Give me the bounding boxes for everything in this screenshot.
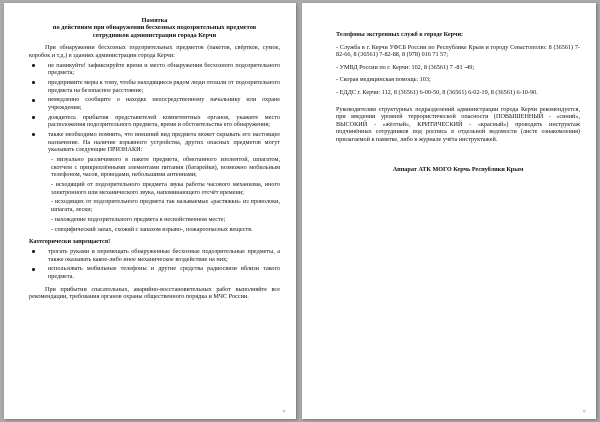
memo-subtitle-line-2: сотрудников администрации города Керчи bbox=[92, 31, 217, 39]
list-item-text: предпримите меры к тому, чтобы находящиеся рядом люди отошли от подозрительного предмета на безопасное расстояние; bbox=[48, 78, 280, 94]
list-item-text: трогать руками и перемещать обнаруженные бесхозные подозрительные предметы, а также оказывать какое-либо иное механическое воздействие на них; bbox=[48, 247, 280, 263]
list-item-text: также необходимо помнить, что внешний вид предмета может скрывать его настоящее назначение. На наличие взрывного устройства, других опасных предметов могут указывать следующие ПРИЗНАКИ: bbox=[48, 131, 280, 154]
list-item bbox=[29, 62, 280, 77]
document-page-right bbox=[302, 3, 596, 419]
list-item bbox=[29, 248, 280, 263]
list-item-text: использовать мобильные телефоны и другие средства радиосвязи вблизи такого предмета. bbox=[48, 265, 280, 280]
list-item-text: не паникуйте! зафиксируйте время и место обнаружения бесхозного подозрительного предмета; bbox=[48, 61, 280, 77]
bullet-icon bbox=[32, 268, 35, 271]
bullet-icon bbox=[32, 64, 35, 67]
sign-item: - специфический запах, схожий с запахом взрыво-, пожароопасных веществ. bbox=[51, 225, 253, 233]
page-corner-icon: » bbox=[582, 408, 586, 415]
sign-item: - визуально различимого в пакете предмета, обмотанного изолентой, шпагатом, скотчем с прикреплёнными элементами питания (батарейки), возможно мобильным телефоном, часов, проводами, небольшими антеннами; bbox=[51, 156, 280, 179]
list-item-text: немедленно сообщите о находке непосредственному начальнику или охране учреждения; bbox=[48, 96, 280, 111]
bullet-icon bbox=[32, 99, 35, 102]
forbidden-list bbox=[29, 248, 280, 281]
bullet-icon bbox=[32, 250, 35, 253]
list-item bbox=[29, 131, 280, 154]
page-corner-icon: » bbox=[282, 408, 286, 415]
sign-item: - нахождение подозрительного предмета в несвойственном месте; bbox=[51, 215, 226, 223]
phone-entry: - УМВД России по г. Керчи: 102, 8 (36561) 7 -81 -49; bbox=[336, 63, 475, 71]
bullet-icon bbox=[32, 81, 35, 84]
memo-subtitle-line-1: по действиям при обнаружении бесхозных подозрительных предметов bbox=[52, 24, 257, 32]
list-item bbox=[29, 114, 280, 129]
list-item-text: дождитесь прибытия представителей компетентных органов, укажите место расположения подозрительного предмета, время и обстоятельства его обнаружения; bbox=[48, 113, 280, 129]
phones-heading: Телефоны экстренных служб в городе Керчи: bbox=[336, 31, 464, 38]
list-item bbox=[29, 79, 280, 94]
memo-title: Памятка bbox=[141, 17, 168, 24]
bullet-icon bbox=[32, 133, 35, 136]
list-item bbox=[29, 96, 280, 111]
list-item bbox=[29, 265, 280, 280]
instruction-paragraph: Руководителям структурных подразделений администрации города Керчи рекомендуется, при введении уровней террористической опасности (ПОВЫШЕННЫЙ - «синий», ВЫСОКИЙ - «жёлтый», КРИТИЧЕСКИЙ - «красный») проводить инструктаж подчинённых сотрудников под роспись в отдельной ведомости (листе ознакомления) прилагаемой к памятке, либо в журнале учёта инструктажей. bbox=[336, 105, 580, 143]
phone-entry: - Служба в г. Керчи УФСБ России по Республике Крым и городу Севастополю: 8 (36561) 7-82-66, 8 (36561) 7-82-88, 8 (978) 016 71 57; bbox=[336, 43, 580, 59]
intro-paragraph: При обнаружении бесхозных подозрительных предметов (пакетов, свёртков, сумок, коробок и т.д.) в зданиях администрации города Керчи: bbox=[29, 44, 280, 59]
document-page-left bbox=[4, 3, 296, 419]
closing-paragraph: При прибытии спасательных, аварийно-восстановительных работ выполняйте все рекомендации, требования органов охраны общественного порядка и МЧС России. bbox=[29, 285, 280, 301]
action-list bbox=[29, 62, 280, 154]
sign-item: - исходящих от подозрительного предмета так называемые «растяжки» из проволоки, шпагата, лески; bbox=[51, 198, 280, 213]
sign-item: - исходящий от подозрительного предмета звука работы часового механизма, иного электронного или механического звука, напоминающего отсчёт времени; bbox=[51, 181, 280, 196]
forbidden-heading: Категорически запрещается! bbox=[29, 238, 111, 246]
bullet-icon bbox=[32, 116, 35, 119]
signature: Аппарат АТК МОГО Керчь Республики Крым bbox=[392, 165, 524, 173]
phone-entry: - Скорая медицинская помощь: 103; bbox=[336, 76, 431, 84]
phone-entry: - ЕДДС г. Керчи: 112, 8 (36561) 6-00-50, 8 (36561) 6-02-19, 8 (36561) 6-10-90. bbox=[336, 88, 538, 96]
